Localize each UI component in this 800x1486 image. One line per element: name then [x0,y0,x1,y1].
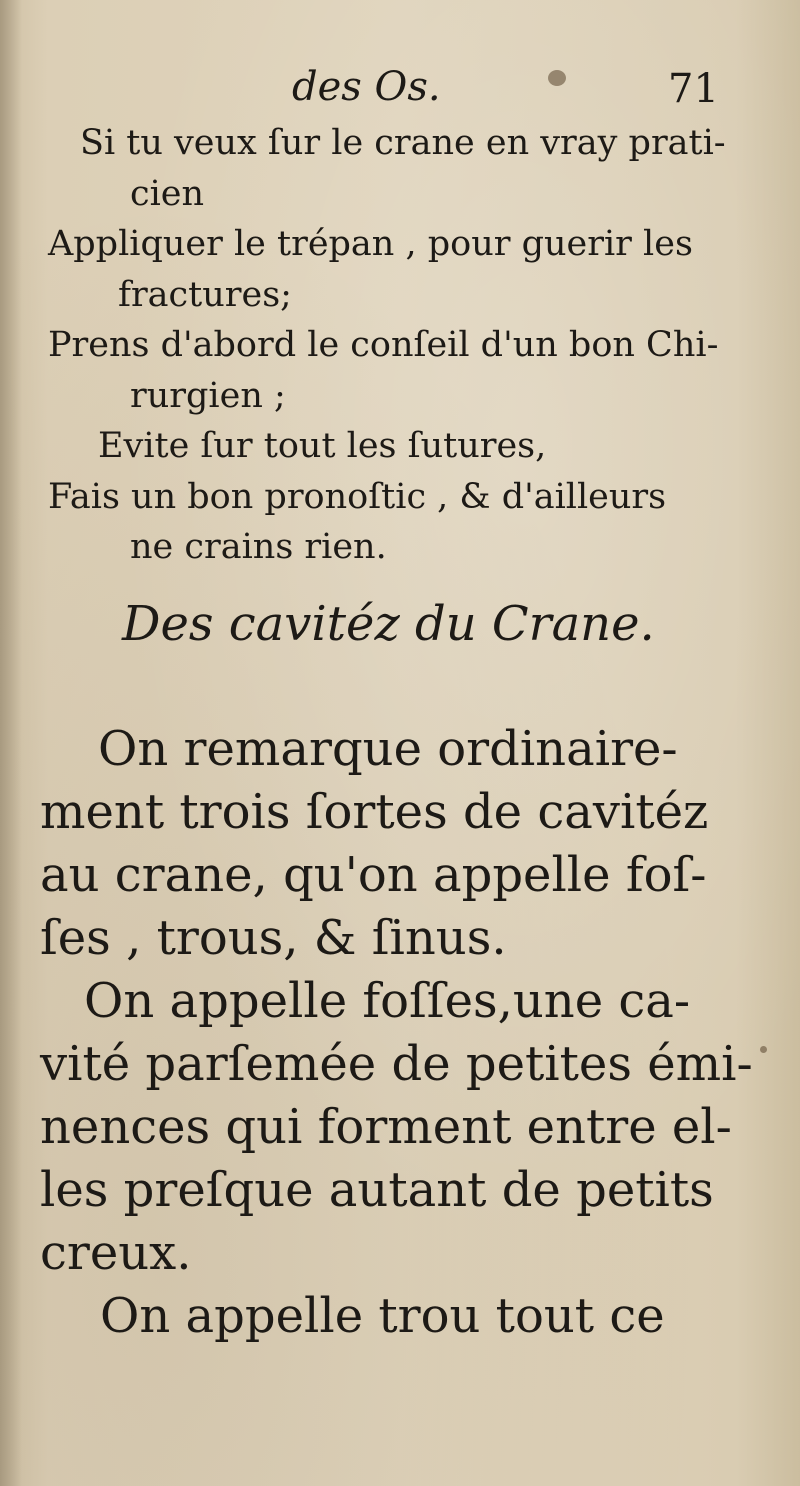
prose-line: au crane, qu'on appelle foſ- [40,847,707,903]
prose-line: ment trois ſortes de cavitéz [40,784,709,840]
verse-line: Fais un bon pronoſtic , & d'ailleurs [48,476,667,517]
prose-line: vité parſemée de petites émi- [40,1036,753,1092]
prose-line: creux. [40,1225,192,1281]
verse-line: fractures; [118,274,292,315]
verse-line: cien [130,173,205,214]
prose-block [0,718,800,1348]
prose-line: On appelle foſſes,une ca- [84,973,691,1029]
page-header [0,60,800,120]
prose-line: On appelle trou tout ce [100,1288,665,1344]
prose-line: ſes , trous, & ſinus. [40,910,507,966]
prose-line: On remarque ordinaire- [98,721,678,777]
running-head: des Os. [292,64,441,110]
verse-line: ne crains rien. [130,527,387,567]
verse-line: Prens d'abord le conſeil d'un bon Chi- [48,325,719,365]
prose-line: les preſque autant de petits [40,1162,714,1218]
verse-line: Si tu veux ſur le crane en vray prati- [80,123,726,163]
section-heading: Des cavitéz du Crane. [122,596,655,652]
verse-line: rurgien ; [130,375,286,416]
verse-line: Evite ſur tout les ſutures, [98,426,547,466]
prose-line: nences qui forment entre el- [40,1099,732,1155]
verse-line: Appliquer le trépan , pour guerir les [48,224,693,264]
page-number: 71 [668,66,719,112]
verse-block [0,118,800,573]
